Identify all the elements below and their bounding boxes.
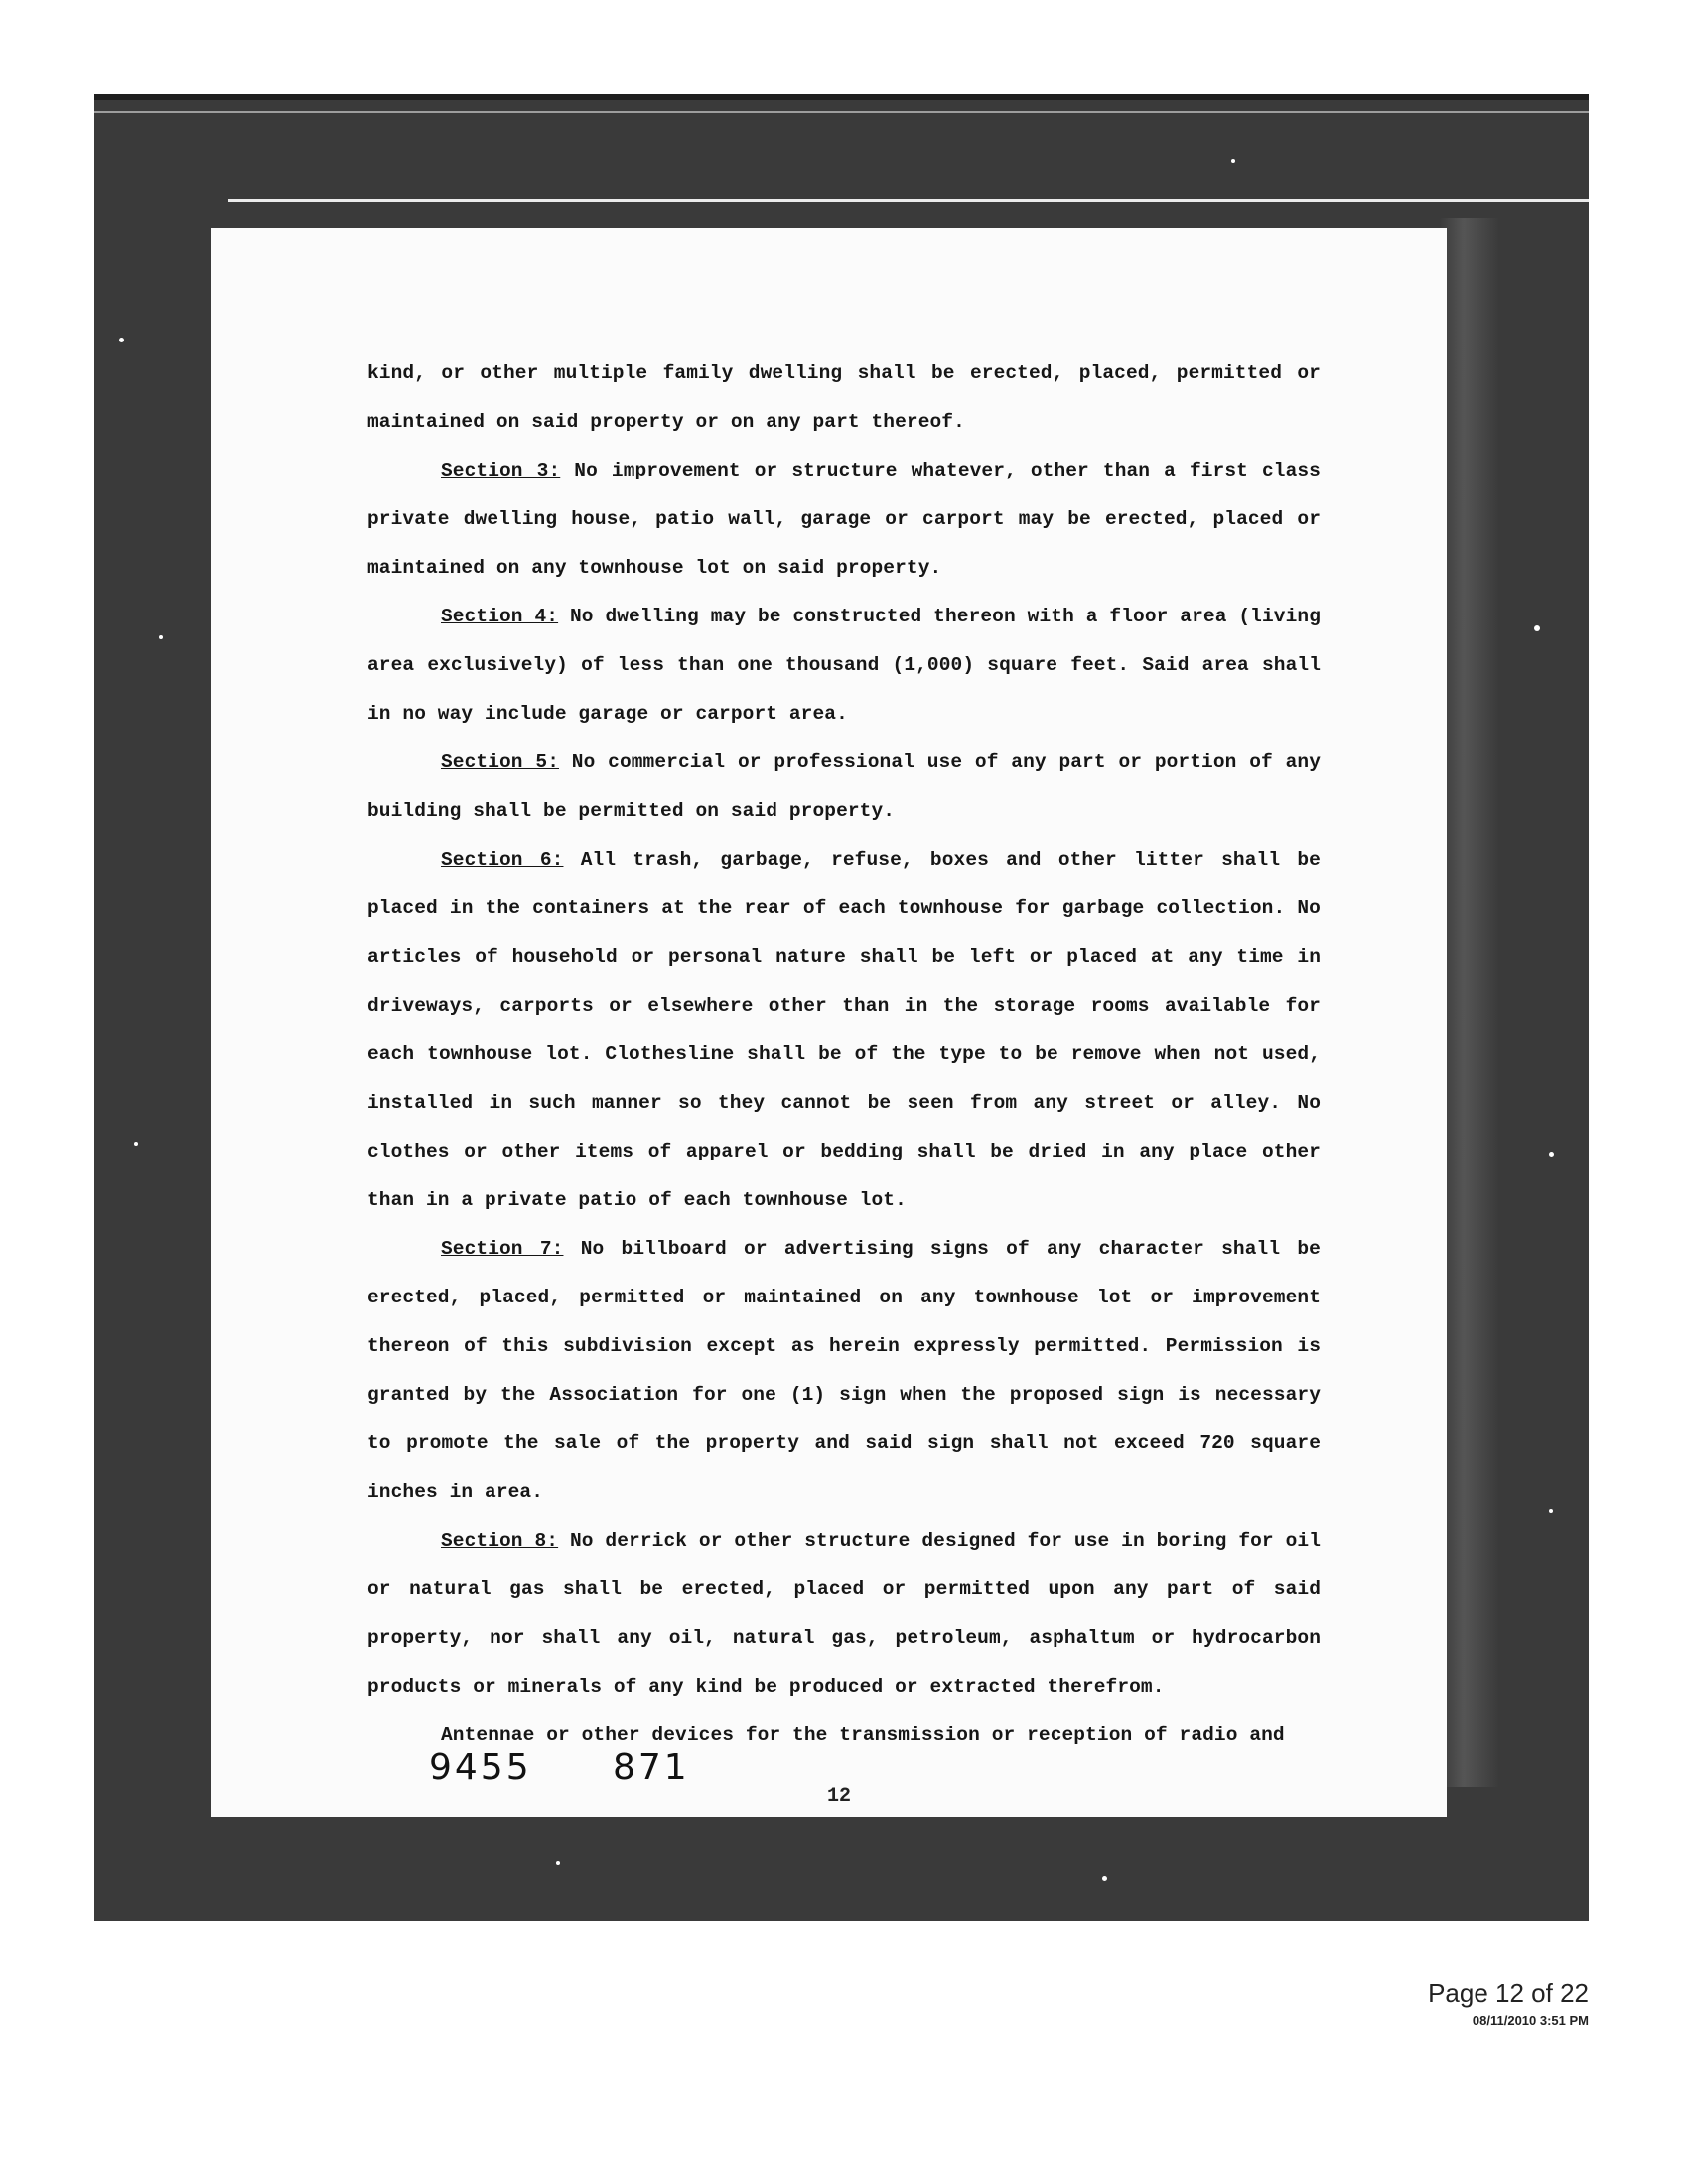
scan-artifact-streak	[94, 111, 1589, 113]
recording-book-stamp: 9455	[429, 1747, 532, 1788]
section-3	[367, 447, 1321, 593]
scan-speck	[556, 1861, 560, 1865]
section-text: No commercial or professional use of any part or portion of any building shall be permitted on said property.	[367, 751, 1321, 822]
scan-artifact-streak	[228, 199, 1589, 202]
section-heading: Section 7:	[441, 1238, 564, 1260]
section-5	[367, 739, 1321, 836]
section-heading: Section 6:	[441, 849, 564, 871]
section-heading: Section 5:	[441, 751, 559, 773]
section-heading: Section 4:	[441, 606, 559, 627]
scan-speck	[1549, 1152, 1554, 1157]
scan-speck	[1534, 625, 1540, 631]
section-text: No derrick or other structure designed for use in boring for oil or natural gas shall be erected, placed or permitted upon any part of said property, nor shall any oil, natural gas, petroleum, asphaltum or hydrocarbon products or minerals of any kind be produced or extracted therefrom.	[367, 1530, 1321, 1698]
document-page-number: 12	[827, 1785, 852, 1808]
footer-page-label: Page 12 of 22	[1428, 1979, 1589, 2008]
footer-timestamp: 08/11/2010 3:51 PM	[1472, 2013, 1589, 2028]
section-heading: Section 3:	[441, 460, 561, 481]
section-4	[367, 593, 1321, 739]
scan-edge-strip	[1440, 218, 1499, 1787]
paragraph-text: Antennae or other devices for the transmission or reception of radio and	[441, 1724, 1285, 1746]
recording-page-stamp: 871	[613, 1747, 690, 1788]
section-7	[367, 1225, 1321, 1517]
scan-speck	[119, 338, 124, 342]
scan-speck	[1231, 159, 1235, 163]
section-text: No dwelling may be constructed thereon with a floor area (living area exclusively) of less than one thousand (1,000) square feet. Said area shall in no way include garage or carport area.	[367, 606, 1321, 725]
document-body	[367, 349, 1321, 1760]
section-text: All trash, garbage, refuse, boxes and other litter shall be placed in the containers at the rear of each townhouse for garbage collection. No articles of household or personal nature shall be left or placed at any time in driveways, carports or elsewhere other than in the storage rooms available for each townhouse lot. Clothesline shall be of the type to be remove when not used, installed in such manner so they cannot be seen from any street or alley. No clothes or other items of apparel or bedding shall be dried in any place other than in a private patio of each townhouse lot.	[367, 849, 1321, 1211]
scan-speck	[1549, 1509, 1553, 1513]
section-text: No improvement or structure whatever, other than a first class private dwelling house, patio wall, garage or carport may be erected, placed or maintained on any townhouse lot on said property.	[367, 460, 1321, 579]
scan-speck	[134, 1142, 138, 1146]
section-8	[367, 1517, 1321, 1711]
section-text: No billboard or advertising signs of any character shall be erected, placed, permitted or maintained on any townhouse lot or improvement thereon of this subdivision except as herein expressly permitted. Permission is granted by the Association for one (1) sign when the proposed sign is necessary to promote the sale of the property and said sign shall not exceed 720 square inches in area.	[367, 1238, 1321, 1503]
paragraph-continuation	[367, 349, 1321, 447]
section-6	[367, 836, 1321, 1225]
scan-speck	[1102, 1876, 1107, 1881]
section-heading: Section 8:	[441, 1530, 559, 1552]
paragraph-text: kind, or other multiple family dwelling shall be erected, placed, permitted or maintained on said property or on any part thereof.	[367, 362, 1321, 433]
scan-speck	[159, 635, 163, 639]
